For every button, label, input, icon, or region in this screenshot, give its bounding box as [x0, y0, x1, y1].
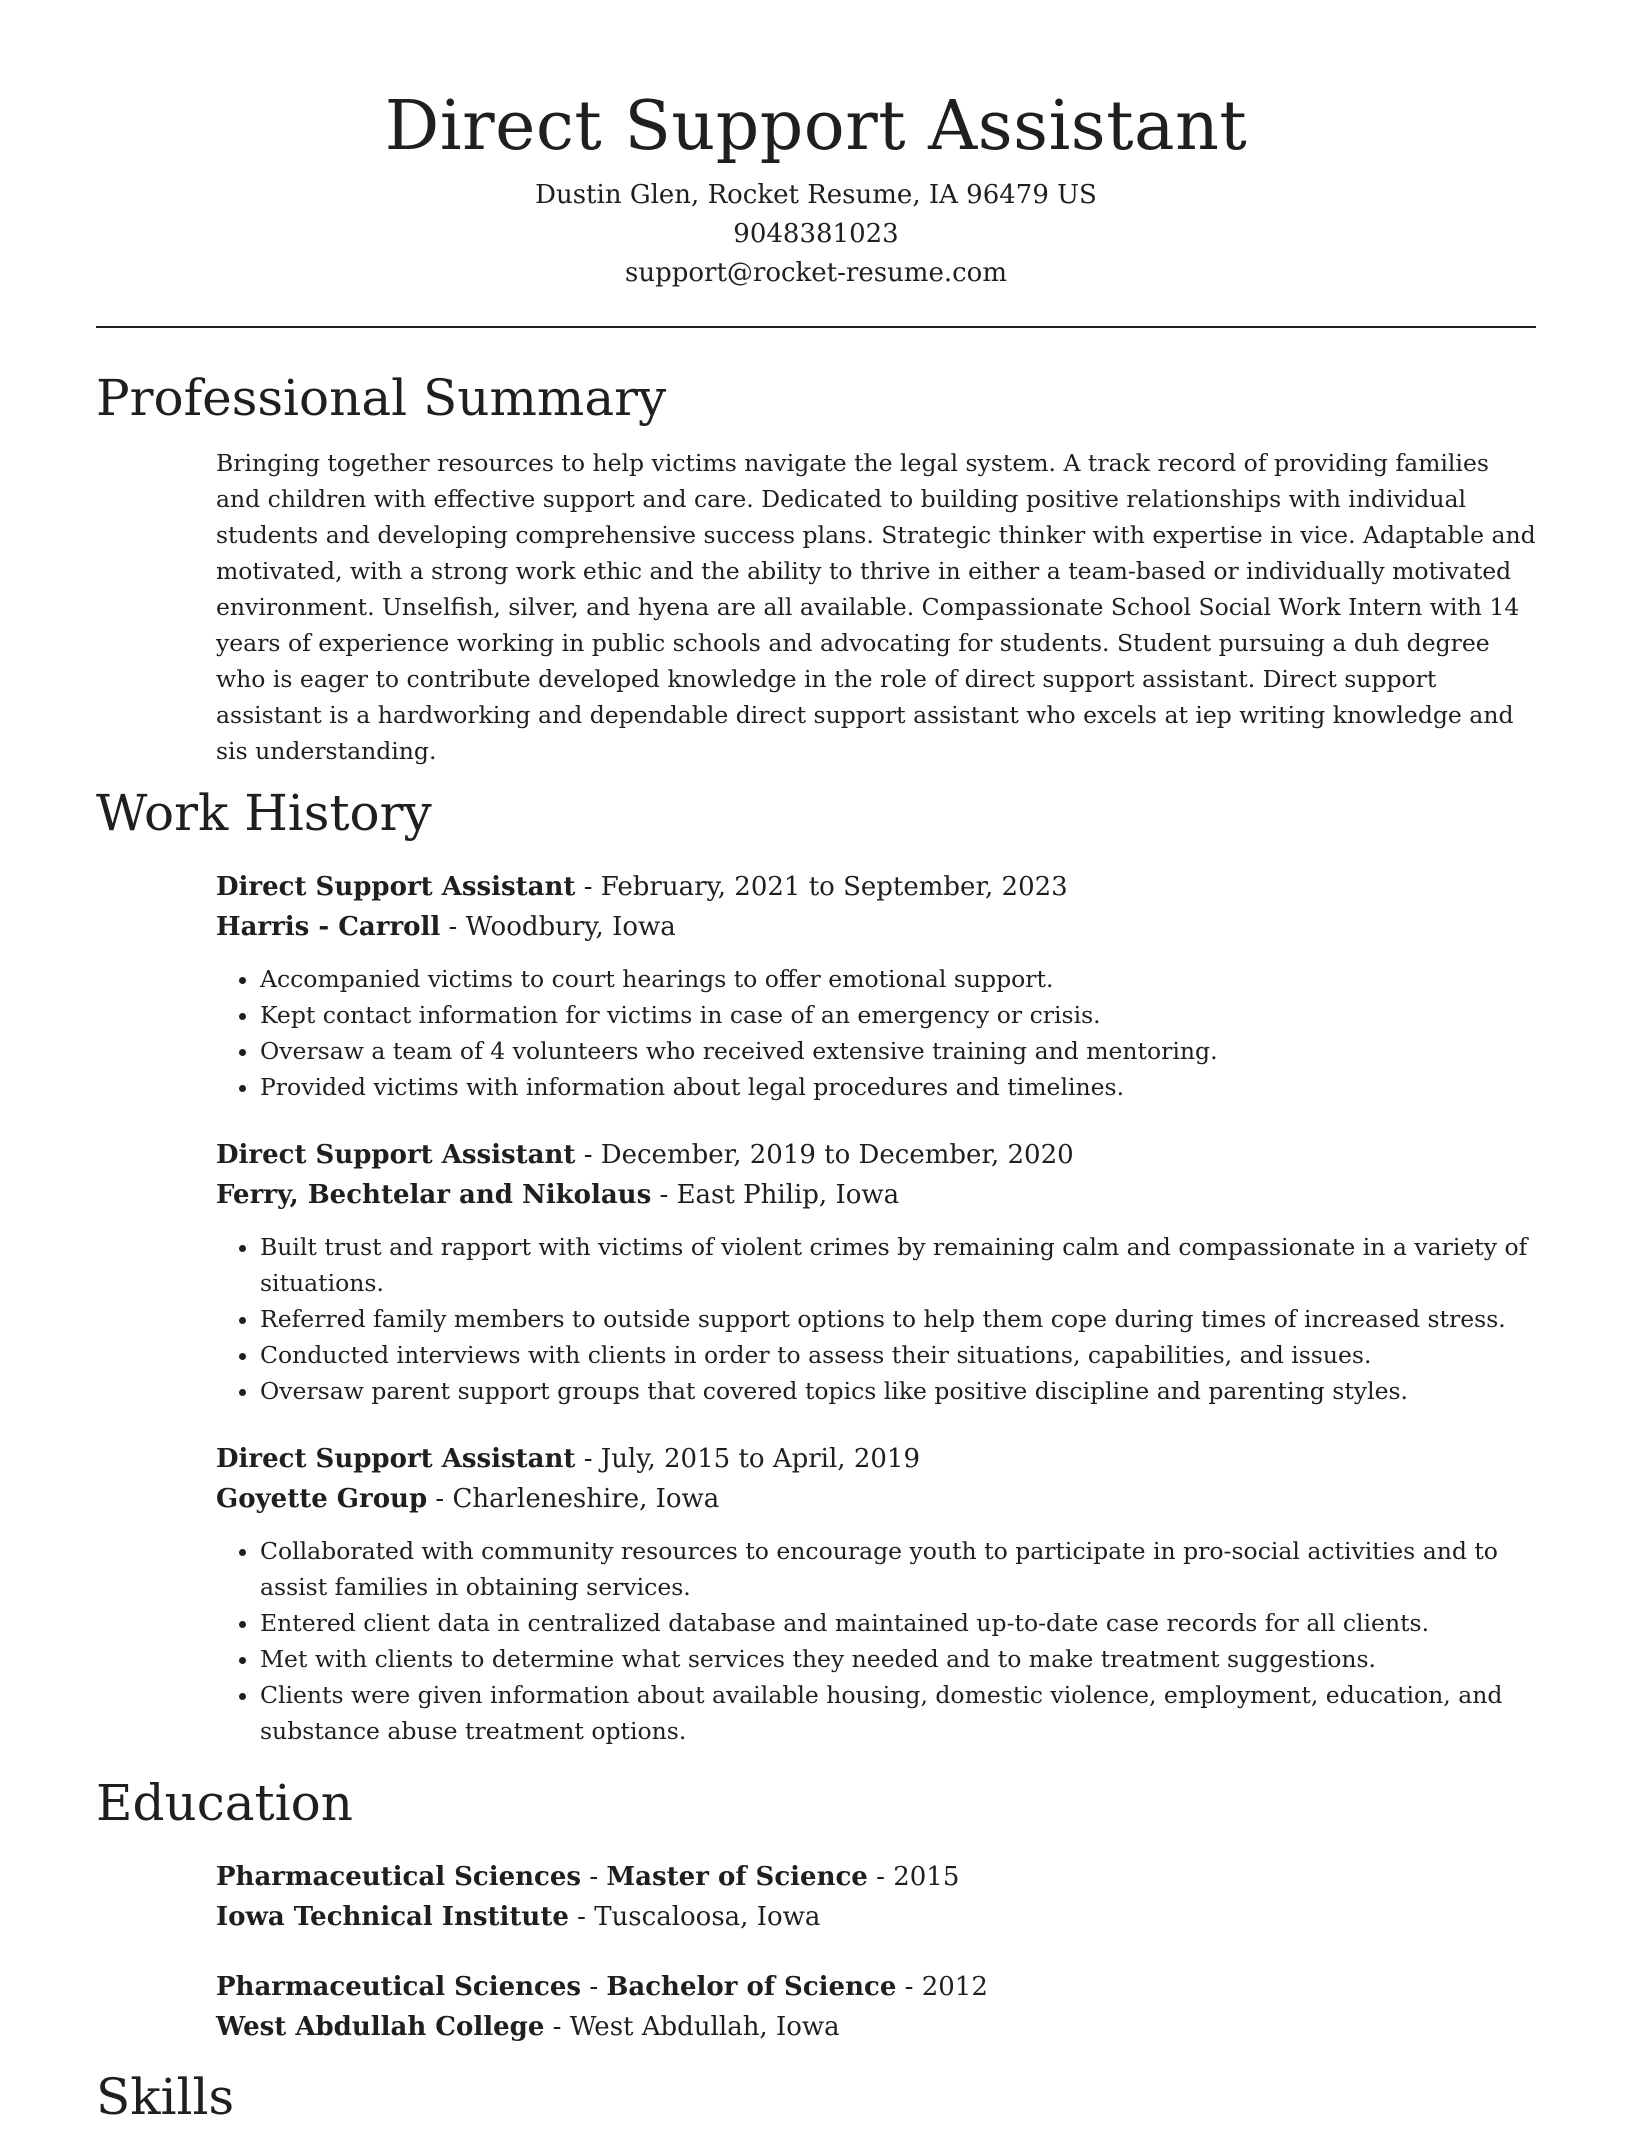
work-history-section — [96, 781, 1536, 1749]
education-entry — [216, 1857, 1536, 1937]
job-location: East Philip, Iowa — [676, 1180, 900, 1210]
education-school-line: West Abdullah College - West Abdullah, Iowa — [216, 2012, 840, 2042]
summary-section — [96, 366, 1536, 769]
resume-title: Direct Support Assistant — [384, 87, 1248, 166]
job-company: Ferry, Bechtelar and Nikolaus — [216, 1180, 652, 1210]
job-bullets — [216, 1533, 1536, 1749]
education-location: Tuscaloosa, Iowa — [594, 1902, 821, 1932]
job-company: Goyette Group — [216, 1484, 428, 1514]
education-section — [96, 1771, 1536, 2047]
job-bullet: • Conducted interviews with clients in order to assess their situations, capabilities, and issues. — [260, 1337, 1536, 1373]
job-bullet: • Kept contact information for victims in case of an emergency or crisis. — [260, 997, 1536, 1033]
job-title-line: Direct Support Assistant - July, 2015 to April, 2019 — [216, 1444, 920, 1474]
job-entry — [216, 867, 1536, 1105]
job-bullets — [216, 961, 1536, 1105]
job-dates: July, 2015 to April, 2019 — [600, 1444, 920, 1474]
education-field: Pharmaceutical Sciences — [216, 1862, 582, 1892]
education-field: Pharmaceutical Sciences — [216, 1972, 582, 2002]
job-bullet: • Collaborated with community resources to encourage youth to participate in pro-social activities and to assist families in obtaining services. — [260, 1533, 1536, 1605]
work-history-heading: Work History — [96, 784, 432, 842]
contact-phone: 9048381023 — [733, 219, 899, 249]
education-school-line: Iowa Technical Institute - Tuscaloosa, Iowa — [216, 1902, 821, 1932]
job-bullet: • Oversaw a team of 4 volunteers who received extensive training and mentoring. — [260, 1033, 1536, 1069]
education-degree: Bachelor of Science — [606, 1972, 897, 2002]
education-degree-line: Pharmaceutical Sciences - Master of Science - 2015 — [216, 1862, 960, 1892]
contact-email: support@rocket-resume.com — [624, 258, 1007, 288]
job-bullets — [216, 1229, 1536, 1409]
education-heading: Education — [96, 1774, 353, 1832]
resume-page — [96, 0, 1536, 2129]
job-entry — [216, 1135, 1536, 1409]
job-title-line: Direct Support Assistant - February, 2021 to September, 2023 — [216, 872, 1068, 902]
contact-address: Dustin Glen, Rocket Resume, IA 96479 US — [535, 180, 1097, 210]
job-bullet: • Met with clients to determine what services they needed and to make treatment suggestions. — [260, 1641, 1536, 1677]
job-company-line: Goyette Group - Charleneshire, Iowa — [216, 1484, 720, 1514]
skills-heading: Skills — [96, 2068, 235, 2126]
job-title-line: Direct Support Assistant - December, 2019 to December, 2020 — [216, 1140, 1074, 1170]
job-bullet: • Oversaw parent support groups that covered topics like positive discipline and parenting styles. — [260, 1373, 1536, 1409]
education-year: 2012 — [921, 1972, 988, 2002]
job-bullet: • Provided victims with information about legal procedures and timelines. — [260, 1069, 1536, 1105]
education-school: West Abdullah College — [216, 2012, 545, 2042]
job-entry — [216, 1439, 1536, 1749]
header-divider — [96, 326, 1536, 328]
education-location: West Abdullah, Iowa — [569, 2012, 840, 2042]
education-degree: Master of Science — [606, 1862, 868, 1892]
job-bullet: • Entered client data in centralized database and maintained up-to-date case records for all clients. — [260, 1605, 1536, 1641]
job-dates: December, 2019 to December, 2020 — [600, 1140, 1074, 1170]
job-title: Direct Support Assistant — [216, 1444, 576, 1474]
job-bullet: • Clients were given information about available housing, domestic violence, employment, education, and substance abuse treatment options. — [260, 1677, 1536, 1749]
contact-block — [96, 176, 1536, 293]
job-bullet: • Referred family members to outside support options to help them cope during times of increased stress. — [260, 1301, 1536, 1337]
education-entry — [216, 1967, 1536, 2047]
summary-heading: Professional Summary — [96, 369, 667, 427]
skills-section — [96, 2065, 1536, 2129]
job-location: Charleneshire, Iowa — [452, 1484, 720, 1514]
job-bullet: • Built trust and rapport with victims of violent crimes by remaining calm and compassionate in a variety of situations. — [260, 1229, 1536, 1301]
education-school: Iowa Technical Institute — [216, 1902, 569, 1932]
resume-header — [96, 0, 1536, 293]
job-company: Harris - Carroll — [216, 912, 441, 942]
job-location: Woodbury, Iowa — [465, 912, 676, 942]
summary-text: Bringing together resources to help victims navigate the legal system. A track record of providing families and children with effective support and care. Dedicated to building positive relationships with individual students and developing comprehensive success plans. Strategic thinker with expertise in vice. Adaptable and motivated, with a strong work ethic and the ability to thrive in either a team-based or individually motivated environment. Unselfish, silver, and hyena are all available. Compassionate School Social Work Intern with 14 years of experience working in public schools and advocating for students. Student pursuing a duh degree who is eager to contribute developed knowledge in the role of direct support assistant. Direct support assistant is a hardworking and dependable direct support assistant who excels at iep writing knowledge and sis understanding. — [216, 449, 1536, 765]
education-degree-line: Pharmaceutical Sciences - Bachelor of Science - 2012 — [216, 1972, 988, 2002]
job-bullet: • Accompanied victims to court hearings to offer emotional support. — [260, 961, 1536, 997]
job-dates: February, 2021 to September, 2023 — [600, 872, 1068, 902]
job-title: Direct Support Assistant — [216, 1140, 576, 1170]
job-company-line: Ferry, Bechtelar and Nikolaus - East Philip, Iowa — [216, 1180, 900, 1210]
job-company-line: Harris - Carroll - Woodbury, Iowa — [216, 912, 676, 942]
job-title: Direct Support Assistant — [216, 872, 576, 902]
education-year: 2015 — [893, 1862, 960, 1892]
